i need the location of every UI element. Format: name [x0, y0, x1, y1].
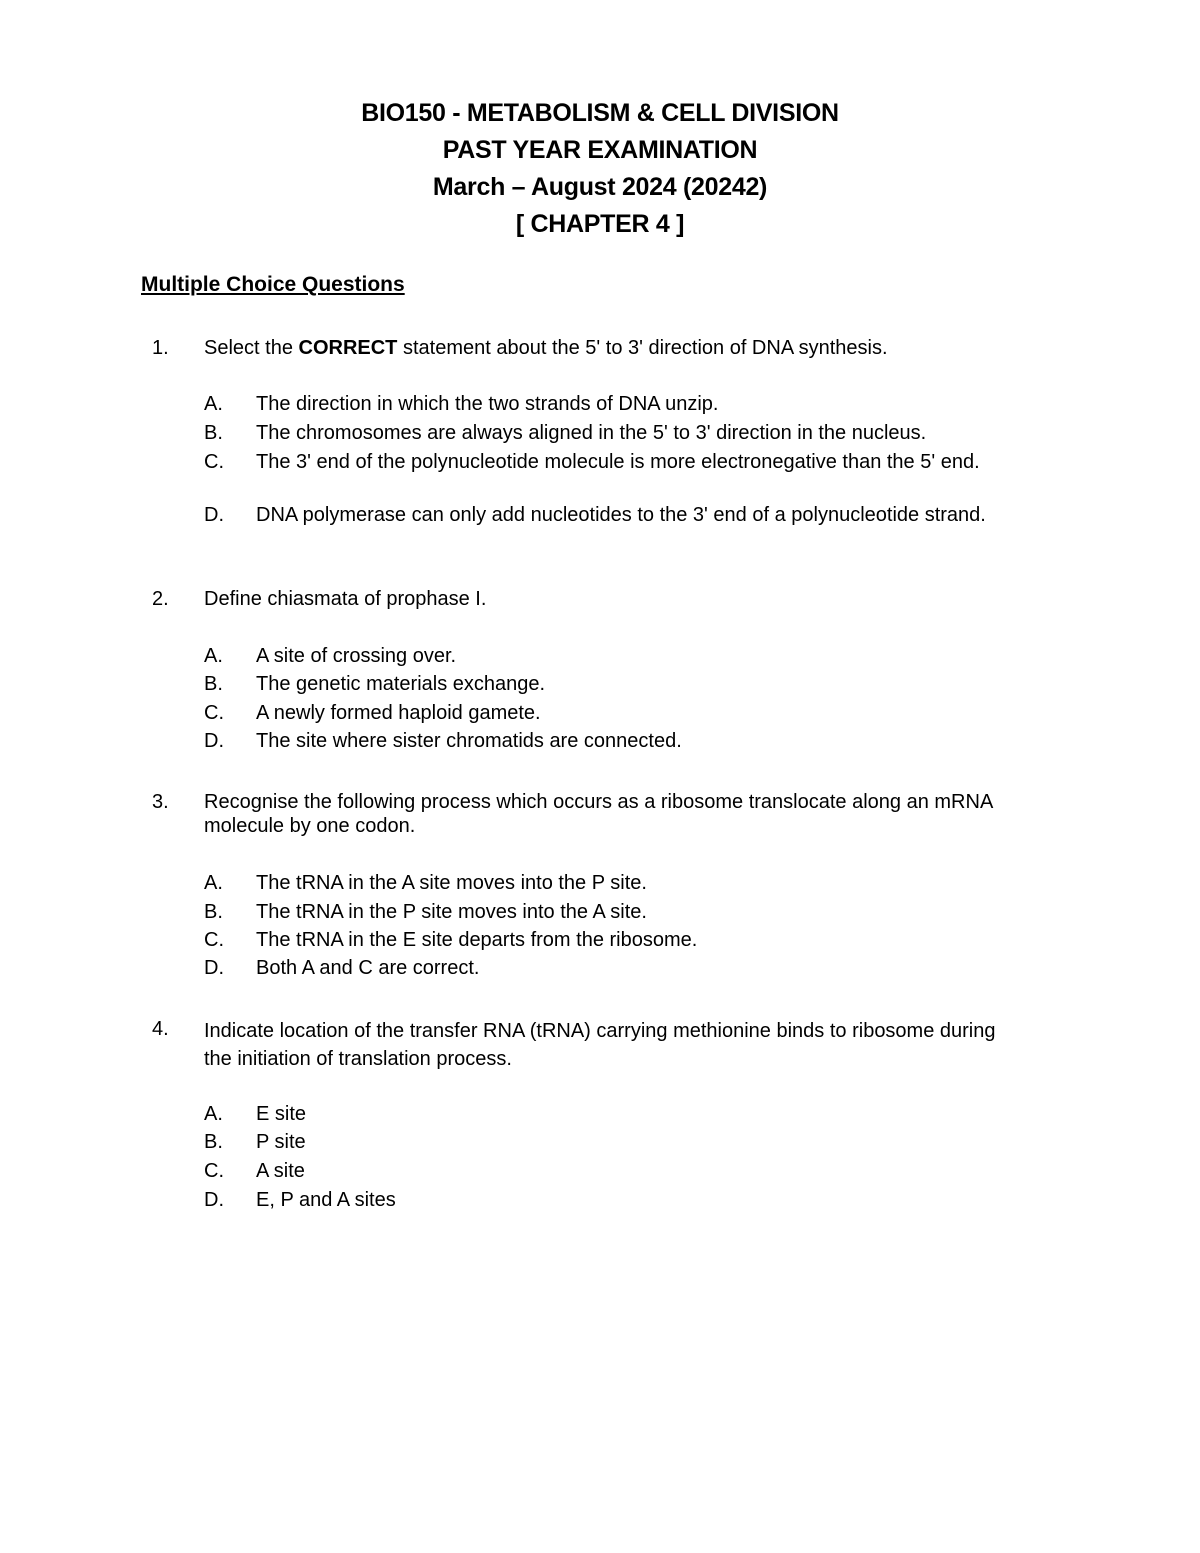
- option-letter: B.: [204, 422, 223, 444]
- option-text: A site of crossing over.: [256, 645, 457, 667]
- option-letter: A.: [204, 645, 223, 667]
- option-letter: D.: [204, 1189, 224, 1211]
- option-letter: D.: [204, 957, 224, 979]
- question-text: Define chiasmata of prophase I.: [204, 588, 487, 610]
- option-text: E, P and A sites: [256, 1189, 396, 1211]
- option-letter: B.: [204, 1131, 223, 1153]
- option-text: The tRNA in the A site moves into the P site.: [256, 872, 647, 894]
- question-text: Recognise the following process which occurs as a ribosome translocate along an mRNA molecule by one codon.: [204, 791, 993, 837]
- course-title: BIO150 - METABOLISM & CELL DIVISION: [361, 99, 839, 127]
- option-letter: D.: [204, 504, 224, 526]
- option-letter: C.: [204, 702, 224, 724]
- question-number: 4.: [152, 1018, 169, 1040]
- question-text: [204, 336, 1004, 360]
- question-text-part: Select the: [204, 337, 299, 359]
- option-letter: D.: [204, 730, 224, 752]
- option-text: P site: [256, 1131, 306, 1153]
- option-letter: A.: [204, 393, 223, 415]
- question-emphasis: CORRECT: [298, 337, 398, 359]
- question-text: Indicate location of the transfer RNA (tRNA) carrying methionine binds to ribosome during the initiation of translation process.: [204, 1020, 996, 1070]
- question-text-part: statement about the 5' to 3' direction of DNA synthesis.: [397, 337, 888, 359]
- option-letter: C.: [204, 929, 224, 951]
- option-text: The genetic materials exchange.: [256, 673, 546, 695]
- option-text: A newly formed haploid gamete.: [256, 702, 541, 724]
- option-text: DNA polymerase can only add nucleotides to the 3' end of a polynucleotide strand.: [256, 504, 986, 526]
- question-number: 2.: [152, 588, 169, 610]
- option-text: Both A and C are correct.: [256, 957, 480, 979]
- chapter-label: [ CHAPTER 4 ]: [515, 210, 685, 238]
- section-title: Multiple Choice Questions: [141, 273, 405, 296]
- option-text: The site where sister chromatids are connected.: [256, 730, 682, 752]
- option-letter: C.: [204, 451, 224, 473]
- question-number: 1.: [152, 337, 169, 359]
- exam-title: PAST YEAR EXAMINATION: [442, 136, 758, 164]
- option-text: E site: [256, 1103, 307, 1125]
- option-letter: A.: [204, 872, 223, 894]
- option-letter: C.: [204, 1160, 224, 1182]
- option-letter: B.: [204, 901, 223, 923]
- option-text: The chromosomes are always aligned in the 5' to 3' direction in the nucleus.: [256, 422, 927, 444]
- option-text: The tRNA in the E site departs from the ribosome.: [256, 929, 698, 951]
- option-letter: B.: [204, 673, 223, 695]
- exam-session: March – August 2024 (20242): [432, 173, 768, 201]
- option-text: The direction in which the two strands of DNA unzip.: [256, 393, 719, 415]
- option-letter: A.: [204, 1103, 223, 1125]
- option-text: A site: [256, 1160, 305, 1182]
- option-text: The 3' end of the polynucleotide molecule is more electronegative than the 5' end.: [256, 451, 980, 473]
- option-text: The tRNA in the P site moves into the A site.: [256, 901, 647, 923]
- question-number: 3.: [152, 791, 169, 813]
